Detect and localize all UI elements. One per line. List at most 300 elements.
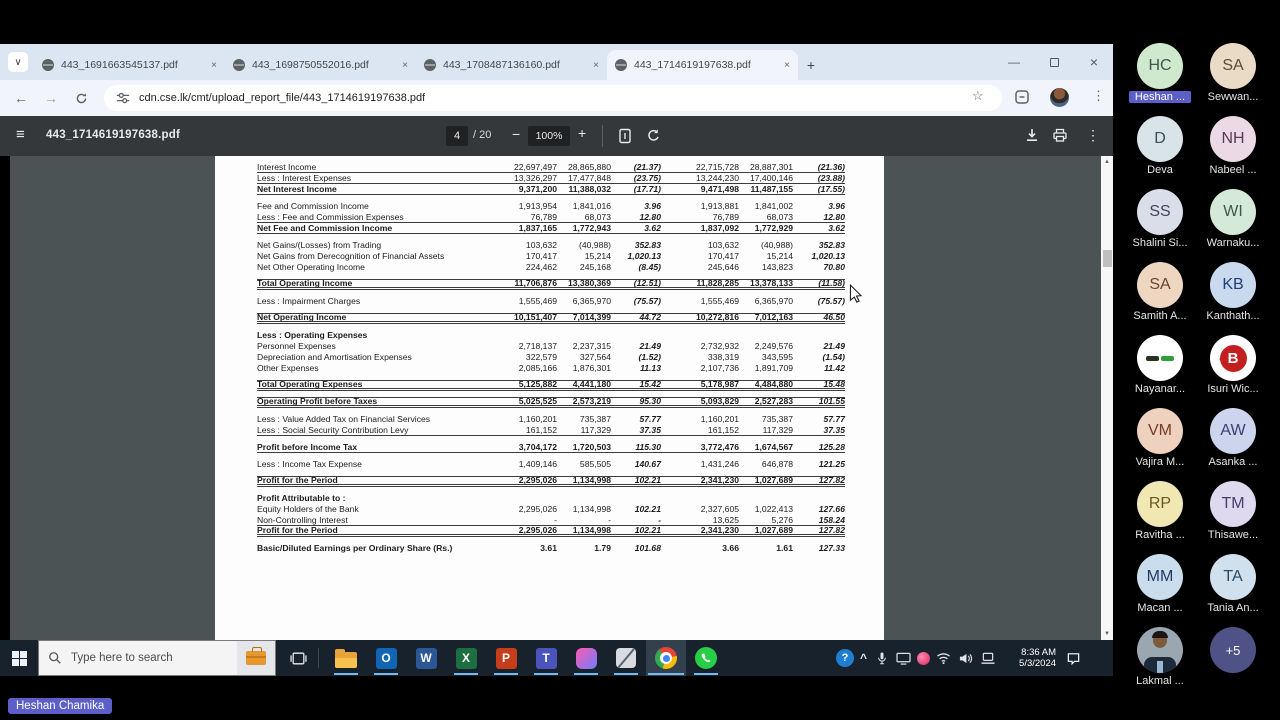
- hidden-icons-chevron[interactable]: ^: [860, 651, 868, 665]
- table-cell: 102.21: [634, 475, 661, 486]
- table-cell: 5,276: [771, 514, 793, 525]
- table-cell: 102.21: [634, 524, 661, 535]
- site-settings-icon: [116, 91, 130, 105]
- participant-name: Shalini Si...: [1132, 237, 1188, 249]
- table-cell: 158.24: [818, 514, 845, 525]
- tab-close-icon[interactable]: ×: [593, 59, 599, 71]
- row-label: Less : Income Tax Expense: [257, 459, 362, 470]
- avatar-initials: VM: [1148, 422, 1172, 439]
- participant-tile[interactable]: [1188, 189, 1278, 249]
- scroll-up-arrow[interactable]: ▲: [1104, 159, 1110, 165]
- scrollbar-thumb[interactable]: [1103, 250, 1112, 267]
- briefcase-icon: [246, 651, 266, 665]
- row-label: Less : Operating Expenses: [257, 330, 368, 341]
- microphone-tray-icon[interactable]: [873, 651, 890, 666]
- browser-tab[interactable]: [607, 50, 798, 80]
- table-cell: (8.45): [638, 262, 661, 273]
- participant-avatar: [1137, 554, 1183, 600]
- table-cell: 3,772,476: [700, 441, 739, 452]
- window-minimize-button[interactable]: —: [1008, 55, 1020, 69]
- pdf-more-button[interactable]: ⋮: [1086, 127, 1100, 143]
- page-number-input[interactable]: 4: [446, 126, 468, 146]
- table-cell: 245,646: [707, 262, 739, 273]
- table-row: [257, 262, 845, 273]
- row-label: Non-Controlling Interest: [257, 514, 348, 525]
- table-cell: 2,249,576: [754, 341, 793, 352]
- table-cell: 1,841,002: [754, 201, 793, 212]
- table-cell: (1.52): [638, 352, 661, 363]
- taskbar-app-teams[interactable]: [526, 640, 566, 676]
- scroll-down-arrow[interactable]: ▼: [1104, 631, 1110, 637]
- table-cell: 1,891,709: [754, 363, 793, 374]
- clock-time: 8:36 AM: [1021, 647, 1057, 658]
- teams-icon: T: [536, 648, 557, 669]
- table-cell: 3,704,172: [518, 441, 557, 452]
- participant-avatar: [1210, 43, 1256, 89]
- zoom-in-button[interactable]: +: [578, 125, 587, 141]
- viewer-scrollbar[interactable]: [1101, 156, 1113, 640]
- table-cell: (17.55): [817, 183, 845, 194]
- row-label: Operating Profit before Taxes: [257, 396, 378, 407]
- window-close-button[interactable]: ×: [1089, 54, 1099, 70]
- table-cell: 9,471,498: [700, 183, 739, 194]
- table-cell: 343,595: [761, 352, 793, 363]
- browser-tab[interactable]: [225, 50, 416, 80]
- tab-close-icon[interactable]: ×: [211, 59, 217, 71]
- page-total-label: / 20: [473, 129, 492, 141]
- browser-tab[interactable]: [416, 50, 607, 80]
- table-cell: 1,022,413: [754, 504, 793, 515]
- table-cell: 15,214: [584, 251, 611, 262]
- participant-avatar: [1137, 116, 1183, 162]
- profile-avatar[interactable]: [1050, 88, 1069, 107]
- row-label: Net Gains/(Losses) from Trading: [257, 240, 382, 251]
- table-cell: 1,027,689: [754, 475, 793, 486]
- table-cell: 1,027,689: [754, 524, 793, 535]
- cursor-arrow-icon: [849, 284, 863, 304]
- table-cell: 1,409,146: [518, 459, 557, 470]
- back-button[interactable]: ←: [14, 90, 28, 106]
- reload-button[interactable]: [70, 88, 92, 108]
- row-label: Profit before Income Tax: [257, 441, 358, 452]
- start-button[interactable]: [0, 640, 38, 676]
- table-cell: 7,012,163: [754, 312, 793, 323]
- participant-avatar: [1137, 43, 1183, 89]
- row-label: Depreciation and Amortisation Expenses: [257, 352, 412, 363]
- table-row: [257, 476, 845, 487]
- table-cell: 224,462: [525, 262, 557, 273]
- table-cell: 1,837,092: [700, 222, 739, 233]
- action-center-button[interactable]: [1065, 651, 1082, 666]
- table-cell: -: [608, 514, 611, 525]
- table-cell: 170,417: [525, 251, 557, 262]
- participant-photo-avatar: [1137, 627, 1183, 673]
- table-cell: 2,295,026: [518, 524, 557, 535]
- table-cell: 1,913,881: [700, 201, 739, 212]
- participant-tile[interactable]: [1188, 43, 1278, 103]
- volume-tray-icon[interactable]: [957, 652, 974, 665]
- taskbar-app-snip-sketch[interactable]: [606, 640, 646, 676]
- table-cell: 11,828,285: [696, 278, 739, 289]
- participant-name: Vajira M...: [1135, 456, 1185, 468]
- participant-tile[interactable]: [1188, 627, 1278, 673]
- table-cell: 68,073: [584, 211, 611, 222]
- table-cell: 5,178,987: [700, 379, 739, 390]
- participant-avatar: [1210, 189, 1256, 235]
- table-row: [257, 543, 845, 554]
- table-cell: 44.72: [639, 312, 661, 323]
- table-cell: 1,555,469: [700, 296, 739, 307]
- table-cell: 1,841,016: [572, 201, 611, 212]
- table-cell: 37.35: [823, 424, 845, 435]
- table-cell: 5,093,829: [700, 396, 739, 407]
- table-cell: (17.71): [633, 183, 661, 194]
- overflow-count-avatar[interactable]: +5: [1210, 627, 1256, 673]
- table-row: [257, 526, 845, 537]
- table-cell: 21.49: [823, 341, 845, 352]
- address-bar[interactable]: [104, 85, 1002, 111]
- taskbar-app-powerpoint[interactable]: [486, 640, 526, 676]
- avatar-initials: KB: [1222, 276, 1244, 293]
- taskbar-clock[interactable]: [1004, 647, 1056, 669]
- taskbar-app-excel[interactable]: [446, 640, 486, 676]
- table-cell: 117,329: [580, 424, 611, 435]
- row-label: Less : Interest Expenses: [257, 172, 352, 183]
- participant-tile[interactable]: [1188, 262, 1278, 322]
- row-label: Net Other Operating Income: [257, 262, 365, 273]
- table-cell: -: [554, 514, 557, 525]
- excel-icon: X: [456, 648, 477, 669]
- tab-favicon-globe-icon: [233, 59, 245, 71]
- pdf-menu-button[interactable]: ≡: [16, 126, 25, 143]
- table-cell: 37.35: [639, 424, 661, 435]
- table-row: [257, 459, 845, 470]
- table-cell: 140.67: [634, 459, 661, 470]
- participant-tile[interactable]: [1188, 554, 1278, 614]
- table-cell: 322,579: [525, 352, 557, 363]
- table-cell: 11,706,876: [514, 278, 557, 289]
- table-cell: 70.80: [823, 262, 845, 273]
- chrome-icon: [655, 647, 677, 669]
- participant-tile[interactable]: [1188, 116, 1278, 176]
- table-row: [257, 352, 845, 363]
- participant-name: Tania An...: [1207, 602, 1259, 614]
- table-cell: 10,272,816: [695, 312, 739, 323]
- table-row: [257, 240, 845, 251]
- active-speaker-name: Heshan ...: [1129, 91, 1191, 103]
- word-icon: W: [416, 648, 437, 669]
- table-cell: 3.62: [644, 222, 661, 233]
- table-cell: 1,160,201: [518, 414, 557, 425]
- table-cell: 13,625: [712, 514, 739, 525]
- table-cell: 22,715,728: [695, 161, 739, 172]
- participant-tile[interactable]: [1188, 408, 1278, 468]
- new-tab-button[interactable]: +: [806, 57, 816, 73]
- table-cell: 21.49: [639, 341, 661, 352]
- browser-tab-strip: [0, 44, 1113, 80]
- participant-tile[interactable]: [1188, 481, 1278, 541]
- table-cell: 3.96: [828, 201, 845, 212]
- table-row: [257, 341, 845, 352]
- table-cell: 585,505: [579, 459, 611, 470]
- row-label: Profit for the Period: [257, 524, 338, 535]
- taskbar-app-word[interactable]: [406, 640, 446, 676]
- task-view-button[interactable]: [280, 640, 316, 676]
- row-label: Total Operating Expenses: [257, 379, 363, 390]
- table-cell: 1,674,567: [754, 441, 793, 452]
- extensions-button[interactable]: [1014, 89, 1030, 110]
- table-cell: 28,865,880: [567, 161, 611, 172]
- table-cell: -: [658, 514, 661, 525]
- avatar-initials: TA: [1223, 568, 1243, 585]
- row-label: Net Fee and Commission Income: [257, 222, 393, 233]
- row-label: Profit for the Period: [257, 475, 338, 486]
- table-cell: 1,772,943: [572, 222, 611, 233]
- avatar-initials: MM: [1146, 568, 1174, 585]
- table-cell: (21.37): [633, 161, 661, 172]
- zoom-out-button[interactable]: −: [512, 126, 521, 142]
- avatar-initials: HC: [1148, 57, 1172, 74]
- row-label: Interest Income: [257, 161, 317, 172]
- avatar-initials: SS: [1149, 203, 1171, 220]
- table-row: [257, 330, 845, 341]
- taskbar-divider: [318, 648, 319, 668]
- reload-icon: [75, 92, 88, 105]
- table-cell: 10,151,407: [513, 312, 557, 323]
- avatar-initials: SA: [1222, 57, 1244, 74]
- taskbar-search[interactable]: [38, 640, 276, 676]
- table-cell: 12.80: [823, 211, 845, 222]
- window-restore-button[interactable]: [1036, 44, 1072, 80]
- row-label: Fee and Commission Income: [257, 201, 369, 212]
- table-cell: (75.57): [633, 296, 661, 307]
- participant-avatar: [1137, 408, 1183, 454]
- participant-avatar: [1210, 481, 1256, 527]
- table-cell: 1,876,301: [572, 363, 611, 374]
- table-cell: 170,417: [707, 251, 739, 262]
- tab-favicon-globe-icon: [615, 59, 627, 71]
- table-row: [257, 251, 845, 262]
- url-text: cdn.cse.lk/cmt/upload_report_file/443_1714619197638.pdf: [139, 92, 426, 104]
- participant-avatar: [1137, 481, 1183, 527]
- table-cell: 1,134,998: [572, 504, 611, 515]
- forward-button[interactable]: →: [44, 90, 58, 106]
- participant-name: Thisawe...: [1207, 529, 1259, 541]
- table-cell: 1,134,998: [572, 524, 611, 535]
- extensions-icon: [1014, 89, 1030, 105]
- outlook-icon: O: [376, 648, 397, 669]
- table-cell: 646,878: [761, 459, 793, 470]
- table-cell: 161,152: [525, 424, 557, 435]
- table-cell: 28,887,301: [749, 161, 793, 172]
- table-cell: 76,789: [712, 211, 739, 222]
- table-cell: 3.96: [644, 201, 661, 212]
- table-cell: 4,484,880: [754, 379, 793, 390]
- avatar-initials: TM: [1221, 495, 1245, 512]
- avatar-initials: NH: [1221, 130, 1245, 147]
- table-cell: 11.42: [824, 363, 845, 374]
- participant-name: Nayanar...: [1134, 383, 1186, 395]
- table-cell: (11.58): [818, 278, 845, 289]
- participant-name: Macan ...: [1137, 602, 1183, 614]
- table-cell: 2,295,026: [518, 475, 557, 486]
- table-cell: 2,718,137: [518, 341, 557, 352]
- tab-label: 443_1708487136160.pdf: [443, 59, 560, 71]
- row-label: Net Gains from Derecognition of Financial Assets: [257, 251, 445, 262]
- table-cell: 2,341,230: [700, 475, 739, 486]
- row-label: Less : Fee and Commission Expenses: [257, 211, 404, 222]
- table-cell: 735,387: [579, 414, 611, 425]
- table-cell: (23.88): [817, 172, 845, 183]
- rotate-icon: [646, 128, 661, 143]
- row-label: Less : Impairment Charges: [257, 296, 361, 307]
- search-icon: [48, 651, 62, 665]
- participant-name: Isuri Wic...: [1207, 383, 1259, 395]
- screen-share-tray-icon[interactable]: [895, 652, 912, 665]
- browser-menu-button[interactable]: ⋮: [1092, 88, 1105, 103]
- table-cell: 2,085,166: [518, 363, 557, 374]
- participant-avatar: [1210, 408, 1256, 454]
- table-cell: 2,573,219: [572, 396, 611, 407]
- table-cell: 352.83: [634, 240, 661, 251]
- table-cell: 327,564: [579, 352, 611, 363]
- avatar-initials: SA: [1149, 276, 1171, 293]
- table-row: [257, 223, 845, 234]
- table-cell: 1,134,998: [572, 475, 611, 486]
- table-cell: 1.79: [594, 543, 611, 554]
- table-cell: 101.68: [634, 543, 661, 554]
- table-cell: 2,341,230: [700, 524, 739, 535]
- briefcase-app-button[interactable]: [237, 641, 275, 675]
- table-cell: 3.62: [828, 222, 845, 233]
- participant-name: Lakmal ...: [1136, 675, 1184, 687]
- fit-page-icon: [618, 128, 632, 144]
- table-cell: 11.13: [640, 363, 661, 374]
- tab-favicon-globe-icon: [42, 59, 54, 71]
- table-cell: 101.55: [818, 396, 845, 407]
- taskbar-app-file-explorer[interactable]: [326, 640, 366, 676]
- clock-date: 5/3/2024: [1019, 658, 1057, 669]
- participant-logo-avatar: [1137, 335, 1183, 381]
- tab-close-icon[interactable]: ×: [784, 59, 790, 71]
- tab-favicon-globe-icon: [424, 59, 436, 71]
- participant-name: Kanthath...: [1206, 310, 1260, 322]
- table-cell: 352.83: [818, 240, 845, 251]
- table-cell: 1.61: [776, 543, 793, 554]
- table-cell: 7,014,399: [572, 312, 611, 323]
- table-cell: 127.82: [818, 475, 845, 486]
- table-cell: 95.30: [639, 396, 661, 407]
- table-cell: (21.36): [817, 161, 845, 172]
- table-row: [257, 425, 845, 436]
- avatar-initials: AW: [1220, 422, 1246, 439]
- table-row: [257, 313, 845, 324]
- file-explorer-icon: [335, 652, 357, 668]
- quick-assist-tray-icon[interactable]: ?: [836, 649, 854, 667]
- table-cell: 117,329: [762, 424, 793, 435]
- table-cell: 6,365,970: [754, 296, 793, 307]
- table-row: [257, 173, 845, 184]
- participant-avatar: [1137, 189, 1183, 235]
- pdf-toolbar: [0, 116, 1113, 156]
- tab-search-button[interactable]: ∨: [8, 52, 28, 72]
- snip-sketch-icon: [616, 648, 636, 668]
- zoom-level[interactable]: 100%: [528, 126, 570, 146]
- table-cell: (1.54): [822, 352, 845, 363]
- table-cell: 1,020.13: [627, 251, 661, 262]
- table-cell: (40,988): [578, 240, 611, 251]
- table-cell: 5,125,882: [518, 379, 557, 390]
- toolbar-divider: [602, 125, 603, 147]
- table-cell: 46.50: [823, 312, 845, 323]
- row-label: Basic/Diluted Earnings per Ordinary Share (Rs.): [257, 543, 453, 554]
- print-icon: [1052, 127, 1068, 143]
- table-cell: 1,431,246: [700, 459, 739, 470]
- table-cell: 143,823: [761, 262, 793, 273]
- table-cell: (23.75): [633, 172, 661, 183]
- participant-name: Samith A...: [1133, 310, 1187, 322]
- avatar-initials: D: [1154, 130, 1166, 147]
- table-cell: 9,371,200: [518, 183, 557, 194]
- table-cell: 13,326,297: [513, 172, 557, 183]
- table-cell: 338,319: [707, 352, 739, 363]
- pinned-apps: [326, 640, 726, 676]
- action-center-icon: [1066, 651, 1081, 666]
- wifi-tray-icon[interactable]: [935, 652, 952, 665]
- table-cell: 22,697,497: [513, 161, 557, 172]
- participant-tile[interactable]: [1188, 335, 1278, 395]
- table-row: [257, 296, 845, 307]
- print-button[interactable]: [1052, 127, 1068, 148]
- table-cell: 3.66: [722, 543, 739, 554]
- table-cell: 68,073: [766, 211, 793, 222]
- table-cell: 103,632: [707, 240, 739, 251]
- table-row: [257, 442, 845, 453]
- taskbar-app-outlook[interactable]: [366, 640, 406, 676]
- avatar-initials: RP: [1148, 495, 1172, 512]
- rotate-button[interactable]: [646, 128, 661, 148]
- browser-toolbar: [0, 80, 1113, 116]
- table-cell: 1,720,503: [572, 441, 611, 452]
- download-button[interactable]: [1024, 127, 1040, 148]
- table-row: [257, 414, 845, 425]
- taskbar-app-whatsapp[interactable]: [686, 640, 726, 676]
- taskbar-app-paint-3d[interactable]: [566, 640, 606, 676]
- fit-page-button[interactable]: [618, 128, 632, 149]
- table-cell: 15.42: [639, 379, 661, 390]
- meet-now-tray-icon[interactable]: [917, 652, 930, 665]
- bookmark-star-button[interactable]: ☆: [972, 88, 984, 103]
- table-row: [257, 212, 845, 223]
- table-cell: 103,632: [525, 240, 557, 251]
- taskbar-app-chrome[interactable]: [646, 640, 686, 676]
- participant-name: Warnaku...: [1206, 237, 1260, 249]
- tab-close-icon[interactable]: ×: [402, 59, 408, 71]
- table-cell: 121.25: [818, 459, 845, 470]
- table-cell: 125.28: [818, 441, 845, 452]
- table-cell: 57.77: [823, 414, 845, 425]
- tab-label: 443_1698750552016.pdf: [252, 59, 369, 71]
- table-cell: 127.66: [818, 504, 845, 515]
- income-statement-table: [257, 162, 845, 554]
- windows-logo-icon: [12, 651, 27, 666]
- table-cell: 1,555,469: [518, 296, 557, 307]
- browser-tab[interactable]: [34, 50, 225, 80]
- participant-avatar: [1137, 262, 1183, 308]
- participant-name: Deva: [1147, 164, 1173, 176]
- participant-name: Ravitha ...: [1135, 529, 1185, 541]
- laptop-tray-icon[interactable]: [979, 652, 996, 665]
